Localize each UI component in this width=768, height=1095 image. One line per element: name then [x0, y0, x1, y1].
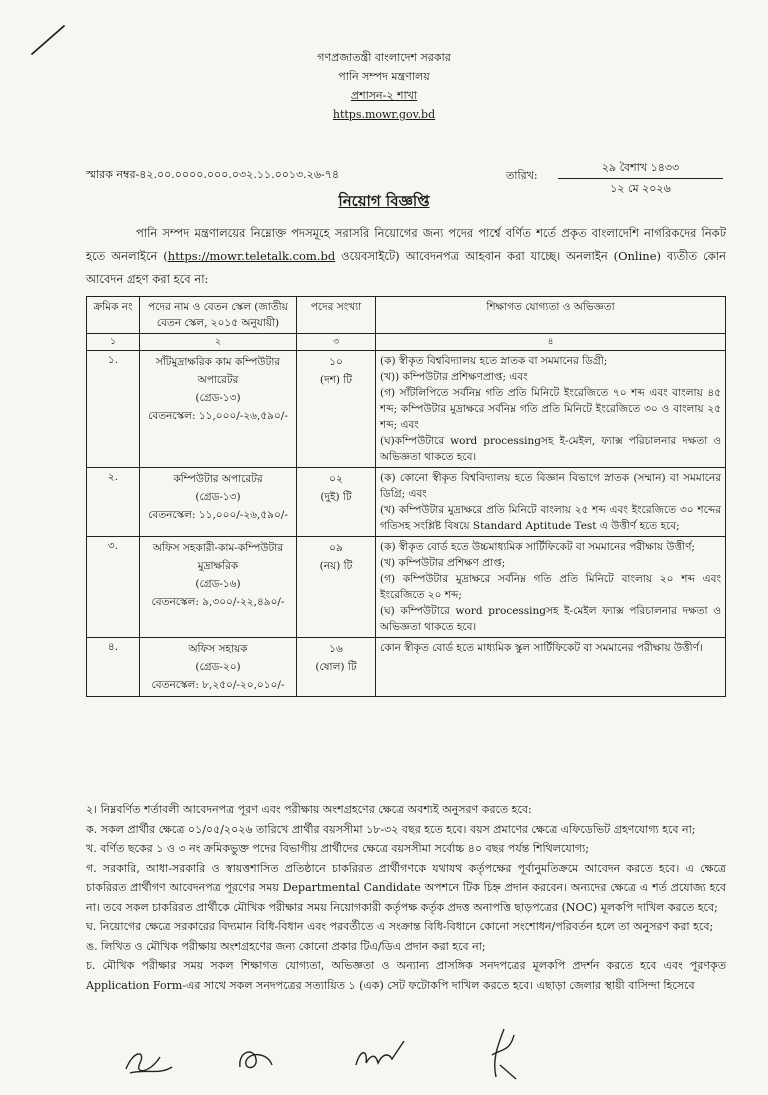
conditions-section	[86, 800, 726, 995]
qualification-item: কোন স্বীকৃত বোর্ড হতে মাধ্যমিক স্কুল সার্টিফিকেট বা সমমানের পরীক্ষায় উত্তীর্ণ।	[380, 642, 703, 654]
post-grade: (গ্রেড-১৩)	[195, 491, 241, 503]
serial-number: ৪.	[107, 641, 119, 653]
header-count: পদের সংখ্যা	[297, 297, 376, 334]
condition-item: চ. মৌখিক পরীক্ষার সময় সকল শিক্ষাগত যোগ্যতা, অভিজ্ঞতা ও অন্যান্য প্রাসঙ্গিক সনদপত্রের মূলকপি প্রদর্শন করতে হবে এবং পূরণকৃত Application Form-এর সাথে সকল সনদপত্রের সত্যায়িত ১ (এক) সেট ফটোকপি দাখিল করতে হবে। এছাড়া জেলার স্থায়ী বাসিন্দা হিসেবে	[86, 959, 726, 992]
post-count: ১০	[329, 356, 343, 368]
date-english: ১২ মে ২০২৬	[610, 182, 671, 195]
table-row	[87, 537, 726, 638]
letterhead	[0, 48, 768, 124]
serial-number: ২.	[107, 471, 119, 483]
vacancy-rows	[87, 351, 726, 697]
post-cell	[140, 351, 297, 468]
pay-scale: বেতনস্কেল: ১১,০০০/-২৬,৫৯০/-	[148, 509, 288, 521]
qualification-item: (খ) কম্পিউটার মুদ্রাক্ষরে প্রতি মিনিটে বাংলায় ২৫ শব্দ এবং ইংরেজিতে ৩০ শব্দের গতিসহ সংশ্লিষ্ট বিষয়ে Standard Aptitude Test এ উত্তীর্ণ হতে হবে;	[380, 504, 721, 532]
post-grade: (গ্রেড-২০)	[195, 661, 241, 673]
qualification-item: (গ) কম্পিউটার মুদ্রাক্ষরে সর্বনিম্ন গতি প্রতি মিনিটে বাংলায় ২০ শব্দ এবং ইংরেজিতে ২০ শব্দ;	[380, 573, 721, 601]
post-name: অফিস সহকারী-কাম-কম্পিউটার মুদ্রাক্ষরিক	[152, 542, 284, 572]
post-count-words: (দশ) টি	[320, 374, 352, 386]
column-number-row	[87, 334, 726, 351]
pay-scale: বেতনস্কেল: ৯,৩০০/-২২,৪৯০/-	[151, 596, 285, 608]
condition-item: ঘ. নিয়োগের ক্ষেত্রে সরকারের বিদ্যমান বিধি-বিধান এবং পরবর্তীতে এ সংক্রান্ত বিধি-বিধানে কোনো সংশোধন/পরিবর্তন হলে তা অনুসরণ করা হবে;	[86, 920, 714, 933]
serial-number: ৩.	[107, 540, 119, 552]
condition-item: ঙ. লিখিত ও মৌখিক পরীক্ষায় অংশগ্রহণের জন্য কোনো প্রকার টিএ/ডিএ প্রদান করা হবে না;	[86, 939, 486, 953]
table-row	[87, 468, 726, 537]
notice-title: নিয়োগ বিজ্ঞপ্তি	[338, 192, 430, 210]
count-cell	[297, 351, 376, 468]
post-count: ০২	[329, 473, 343, 485]
vacancy-table	[86, 296, 726, 697]
qualification-cell	[376, 468, 726, 537]
header-serial: ক্রমিক নং	[87, 297, 140, 334]
header-qualification: শিক্ষাগত যোগ্যতা ও অভিজ্ঞতা	[376, 297, 726, 334]
qualification-item: (ঘ) কম্পিউটারে word processingসহ ই-মেইল ফ্যাক্স পরিচালনার দক্ষতা ও অভিজ্ঞতা থাকতে হবে।	[380, 605, 721, 633]
post-count: ১৬	[329, 643, 343, 655]
qualification-item: (ক) স্বীকৃত বোর্ড হতে উচ্চমাধ্যমিক সার্টিফিকেট বা সমমানের পরীক্ষায় উত্তীর্ণ;	[380, 541, 695, 553]
post-cell	[140, 537, 297, 638]
serial-number: ১.	[107, 354, 119, 366]
intro-text-2: ওয়েবসাইটে) আবেদনপত্র আহবান করা যাচ্ছে। অনলাইন (Online) ব্যতীত কোন আবেদন গ্রহণ করা হবে না:	[86, 249, 726, 286]
post-name: সাঁটমুদ্রাক্ষরিক কাম কম্পিউটার অপারেটর	[155, 356, 281, 386]
serial-cell	[87, 537, 140, 638]
col-number: ১	[87, 334, 140, 351]
qualification-cell	[376, 638, 726, 697]
serial-cell	[87, 638, 140, 697]
branch-name: প্রশাসন-২ শাখা	[350, 89, 418, 102]
post-count-words: (দুই) টি	[320, 491, 352, 503]
post-count: ০৯	[329, 542, 343, 554]
count-cell	[297, 638, 376, 697]
memo-number: স্মারক নম্বর-৪২.০০.০০০০.০০০.০৩২.১১.০০১৩.২৬-৭৪	[86, 168, 339, 181]
col-number: ২	[140, 334, 297, 351]
government-name: গণপ্রজাতন্ত্রী বাংলাদেশ সরকার	[317, 51, 451, 64]
col-number: ৪	[376, 334, 726, 351]
ministry-name: পানি সম্পদ মন্ত্রণালয়	[338, 70, 430, 83]
qualification-item: (গ) সাঁটলিপিতে সর্বনিম্ন গতি প্রতি মিনিটে ইংরেজিতে ৭০ শব্দ এবং বাংলায় ৪৫ শব্দ; কম্পিউটার মুদ্রাক্ষরে সর্বনিম্ন গতি প্রতি মিনিটে ইংরেজিতে ৩০ ও বাংলায় ২৫ শব্দ; এবং	[380, 387, 721, 431]
count-cell	[297, 468, 376, 537]
post-cell	[140, 638, 297, 697]
intro-paragraph	[86, 222, 726, 291]
ministry-website: https.mowr.gov.bd	[332, 108, 436, 121]
signature-1	[120, 1043, 180, 1083]
signature-2	[232, 1039, 282, 1079]
table-header-row	[87, 297, 726, 334]
qualification-cell	[376, 351, 726, 468]
serial-cell	[87, 351, 140, 468]
qualification-item: (খ) কম্পিউটার প্রশিক্ষণ প্রাপ্ত;	[380, 557, 506, 569]
intro-text-1: পানি সম্পদ মন্ত্রণালয়ের নিম্নোক্ত পদসমূহে সরাসরি নিয়োগের জন্য পদের পার্শ্বে বর্ণিত শর্তে প্রকৃত বাংলাদেশি নাগরিকদের নিকট হতে অনলাইনে (	[86, 226, 726, 263]
table-row	[87, 638, 726, 697]
date-label: তারিখ:	[506, 169, 538, 182]
condition-item: গ. সরকারি, আধা-সরকারি ও স্বায়ত্তশাসিত প্রতিষ্ঠানে চাকরিরত প্রার্থীগণকে যথাযথ কর্তৃপক্ষের পূর্বানুমতিক্রমে আবেদন করতে হবে। এ ক্ষেত্রে চাকরিরত প্রার্থীগণ আবেদনপত্র পূরণের সময় Departmental Candidate অপশনে টিক চিহ্ন প্রদান করবেন। অন্যদের ক্ষেত্রে এ শর্ত প্রযোজ্য হবে না। তবে সকল চাকরিরত প্রার্থীকে মৌখিক পরীক্ষার সময় নিয়োগকারী কর্তৃপক্ষ কর্তৃক প্রদত্ত অনাপত্তি ছাড়পত্রের (NOC) মূলকপি দাখিল করতে হবে;	[86, 861, 726, 914]
col-number: ৩	[297, 334, 376, 351]
table-row	[87, 351, 726, 468]
pay-scale: বেতনস্কেল: ১১,০০০/-২৬,৫৯০/-	[148, 410, 288, 422]
signatures	[120, 1035, 560, 1090]
post-name: অফিস সহায়ক	[188, 643, 248, 655]
qualification-item: (খ)) কম্পিউটার প্রশিক্ষণপ্রাপ্ত; এবং	[380, 371, 528, 383]
signature-4	[480, 1025, 530, 1085]
qualification-cell	[376, 537, 726, 638]
application-link[interactable]: https://mowr.teletalk.com.bd	[167, 249, 336, 263]
count-cell	[297, 537, 376, 638]
post-name: কম্পিউটার অপারেটর	[173, 473, 263, 485]
signature-3	[350, 1035, 410, 1075]
qualification-item: (ঘ)কম্পিউটারে word processingসহ ই-মেইল, ফ্যাক্স পরিচালনার দক্ষতা ও অভিজ্ঞতা থাকতে হবে।	[380, 435, 721, 463]
serial-cell	[87, 468, 140, 537]
post-grade: (গ্রেড-১৩)	[195, 392, 241, 404]
post-count-words: (ষোল) টি	[315, 661, 357, 673]
qualification-item: (ক) কোনো স্বীকৃত বিশ্ববিদ্যালয় হতে বিজ্ঞান বিভাগে স্নাতক (সম্মান) বা সমমানের ডিগ্রি; এবং	[380, 472, 721, 500]
pay-scale: বেতনস্কেল: ৮,২৫০/-২০,০১০/-	[151, 679, 285, 691]
header-post: পদের নাম ও বেতন স্কেল (জাতীয় বেতন স্কেল, ২০১৫ অনুযায়ী)	[140, 297, 297, 334]
conditions-heading: ২। নিম্নবর্ণিত শর্তাবলী আবেদনপত্র পূরণ এবং পরীক্ষায় অংশগ্রহণের ক্ষেত্রে অবশ্যই অনুসরণ করতে হবে:	[86, 803, 532, 816]
conditions-list	[86, 820, 726, 996]
qualification-item: (ক) স্বীকৃত বিশ্ববিদ্যালয় হতে স্নাতক বা সমমানের ডিগ্রী;	[380, 355, 608, 367]
post-count-words: (নয়) টি	[319, 560, 353, 572]
condition-item: খ. বর্ণিত ছকের ১ ও ৩ নং ক্রমিকভুক্ত পদের বিভাগীয় প্রার্থীদের ক্ষেত্রে বয়সসীমা সর্বোচ্চ ৪০ বছর পর্যন্ত শিথিলযোগ্য;	[86, 842, 589, 855]
post-grade: (গ্রেড-১৬)	[195, 578, 241, 590]
date-bangla: ২৯ বৈশাখ ১৪৩৩	[558, 158, 723, 179]
post-cell	[140, 468, 297, 537]
condition-item: ক. সকল প্রার্থীর ক্ষেত্রে ০১/০৫/২০২৬ তারিখে প্রার্থীর বয়সসীমা ১৮-৩২ বছর হতে হবে। বয়স প্রমাণের ক্ষেত্রে এফিডেভিট গ্রহণযোগ্য হবে না;	[86, 822, 696, 836]
